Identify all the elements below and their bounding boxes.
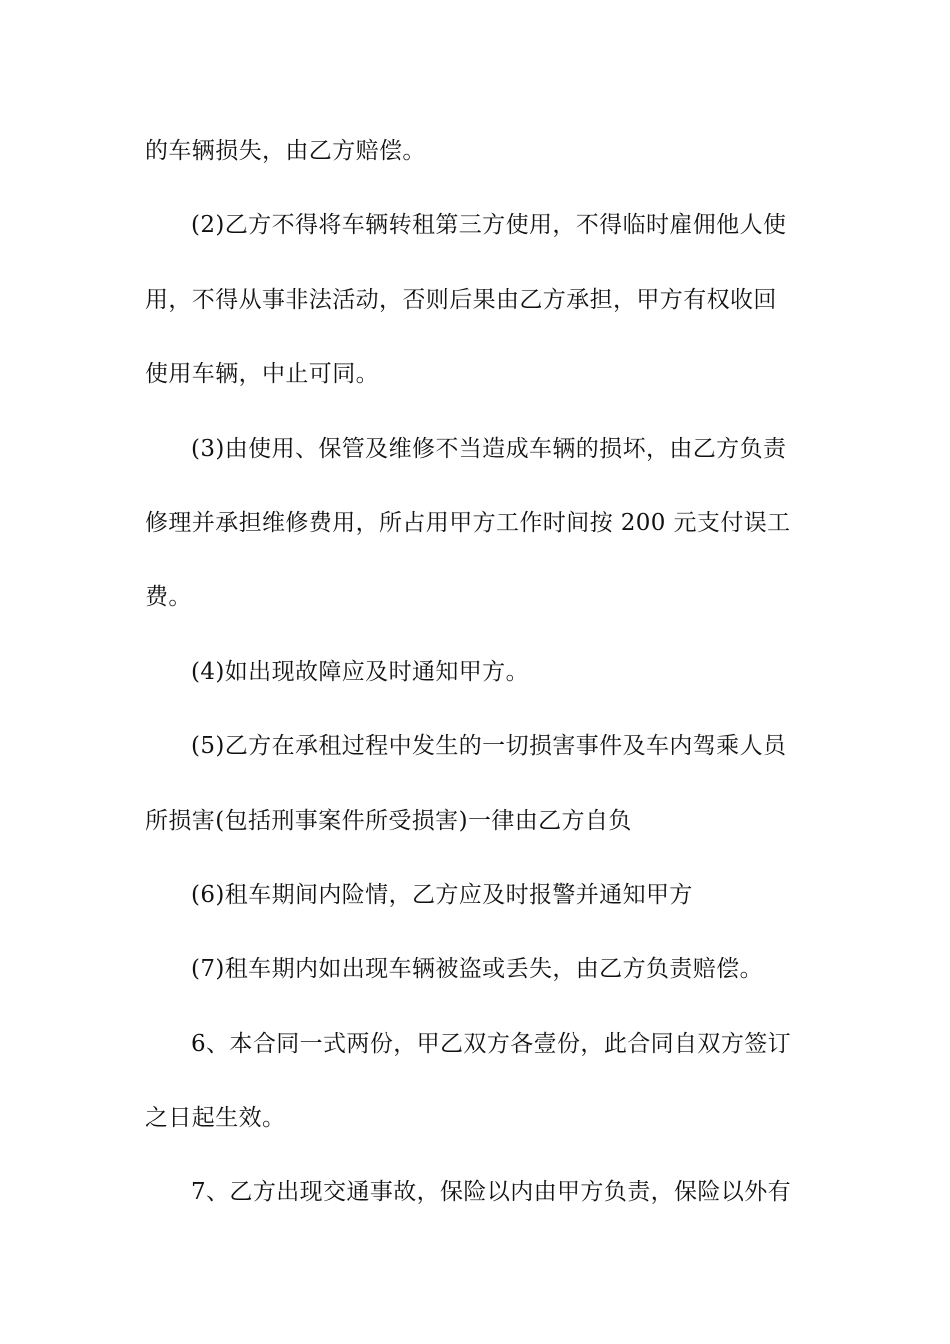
text-line: 修理并承担维修费用，所占用甲方工作时间按 200 元支付误工 (145, 509, 791, 536)
contract-text (145, 129, 810, 1245)
text-line: 的车辆损失，由乙方赔偿。 (145, 138, 426, 164)
text-line: (3)由使用、保管及维修不当造成车辆的损坏，由乙方负责 (191, 435, 787, 462)
text-line: 用，不得从事非法活动，否则后果由乙方承担，甲方有权收回 (145, 286, 777, 313)
text-line: (5)乙方在承租过程中发生的一切损害事件及车内驾乘人员 (191, 733, 787, 760)
text-line: (4)如出现故障应及时通知甲方。 (191, 658, 529, 685)
text-line: 之日起生效。 (145, 1105, 286, 1132)
text-line: 费。 (145, 584, 192, 611)
text-line: 所损害(包括刑事案件所受损害)一律由乙方自负 (145, 807, 632, 834)
text-line: (2)乙方不得将车辆转租第三方使用，不得临时雇佣他人使 (191, 212, 787, 239)
text-line: (6)租车期间内险情，乙方应及时报警并通知甲方 (191, 881, 693, 908)
text-line: (7)租车期内如出现车辆被盗或丢失，由乙方负责赔偿。 (191, 956, 763, 983)
text-line: 6、本合同一式两份，甲乙双方各壹份，此合同自双方签订 (191, 1030, 792, 1057)
text-line: 7、乙方出现交通事故，保险以内由甲方负责，保险以外有 (191, 1179, 792, 1206)
text-line: 使用车辆，中止可同。 (145, 361, 379, 388)
